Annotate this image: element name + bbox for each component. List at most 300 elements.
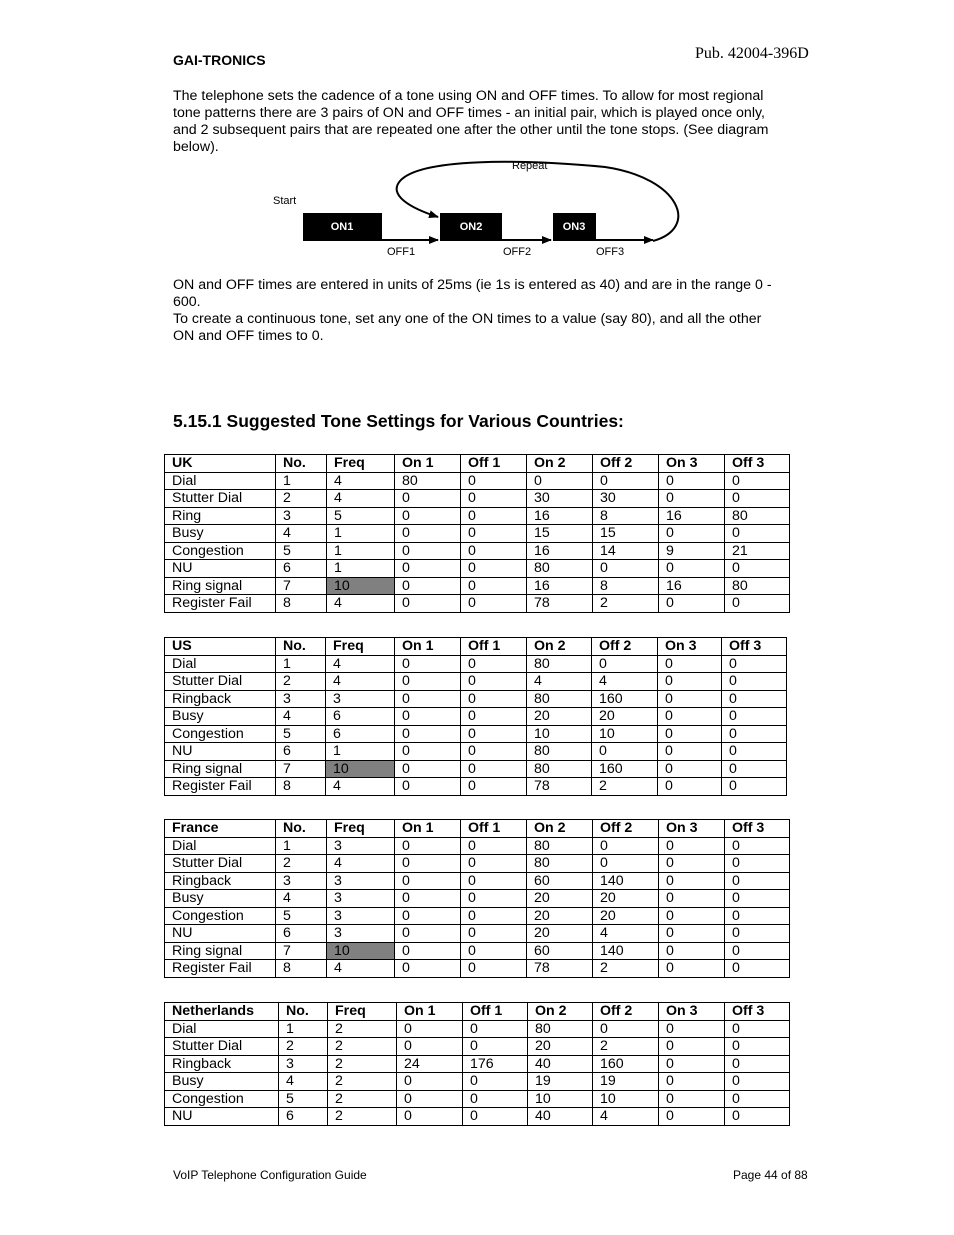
table-cell: 5 [276, 542, 327, 560]
table-cell: 16 [659, 577, 725, 595]
table-cell: 16 [527, 542, 593, 560]
table-cell: 5 [276, 725, 326, 743]
column-header: On 1 [395, 455, 461, 473]
table-cell: 3 [327, 907, 395, 925]
table-cell: 15 [593, 525, 659, 543]
table-row [165, 673, 787, 691]
table-cell: 2 [279, 1038, 328, 1056]
table-cell: 80 [527, 655, 592, 673]
table-cell: 0 [725, 855, 790, 873]
table-cell: 80 [527, 837, 593, 855]
footer-page-number: Page 44 of 88 [733, 1168, 808, 1182]
table-cell: 16 [527, 507, 593, 525]
table-cell: Ringback [165, 690, 276, 708]
table-cell: 160 [593, 1055, 659, 1073]
table-row [165, 725, 787, 743]
table-cell: 14 [593, 542, 659, 560]
table-cell: 4 [593, 1108, 659, 1126]
table-cell: 0 [725, 560, 790, 578]
table-row [165, 890, 790, 908]
table-cell: 0 [395, 507, 461, 525]
table-cell: 0 [722, 778, 787, 796]
table-cell: 20 [527, 890, 593, 908]
table-cell: Ringback [165, 1055, 279, 1073]
table-cell: 0 [397, 1020, 463, 1038]
table-row [165, 855, 790, 873]
table-cell: 0 [461, 490, 527, 508]
table-row [165, 595, 790, 613]
column-header: Off 1 [461, 455, 527, 473]
table-cell: 6 [326, 725, 395, 743]
table-cell: 30 [593, 490, 659, 508]
table-cell: 0 [395, 708, 461, 726]
table-row [165, 1020, 790, 1038]
table-cell: NU [165, 560, 276, 578]
table-cell: Dial [165, 655, 276, 673]
table-cell: 9 [659, 542, 725, 560]
table-cell: 0 [463, 1108, 528, 1126]
column-header: On 1 [395, 638, 461, 656]
table-cell: 0 [395, 960, 461, 978]
start-label: Start [273, 195, 297, 207]
table-cell: 0 [658, 708, 722, 726]
table-cell: 3 [327, 837, 395, 855]
table-cell: 0 [397, 1073, 463, 1091]
table-cell: 0 [395, 778, 461, 796]
table-cell: Stutter Dial [165, 855, 276, 873]
table-cell: 24 [397, 1055, 463, 1073]
table-cell: Stutter Dial [165, 490, 276, 508]
netherlands-tone-table [164, 1002, 790, 1126]
on2-label: ON2 [459, 221, 483, 233]
table-cell: Ring signal [165, 942, 276, 960]
table-cell: 0 [461, 960, 527, 978]
table-cell: 10 [326, 760, 395, 778]
table-cell: 0 [659, 525, 725, 543]
table-cell: 0 [659, 1038, 725, 1056]
table-cell: Ringback [165, 872, 276, 890]
column-header: Off 1 [461, 820, 527, 838]
table-cell: 0 [725, 890, 790, 908]
table-cell: 30 [527, 490, 593, 508]
column-header: Netherlands [165, 1003, 279, 1021]
table-cell: 10 [528, 1090, 593, 1108]
table-cell: 0 [461, 507, 527, 525]
column-header: France [165, 820, 276, 838]
table-cell: 80 [725, 577, 790, 595]
off2-label: OFF2 [503, 246, 532, 258]
table-row [165, 490, 790, 508]
column-header: No. [279, 1003, 328, 1021]
table-cell: 10 [327, 942, 395, 960]
table-cell: 3 [327, 872, 395, 890]
footer-title: VoIP Telephone Configuration Guide [173, 1168, 367, 1182]
table-cell: 8 [276, 778, 326, 796]
table-cell: 3 [276, 872, 327, 890]
table-cell: 10 [593, 1090, 659, 1108]
table-cell: 78 [527, 960, 593, 978]
table-cell: 0 [725, 960, 790, 978]
table-cell: 0 [658, 690, 722, 708]
table-row [165, 1038, 790, 1056]
column-header: On 1 [395, 820, 461, 838]
table-cell: 3 [276, 507, 327, 525]
table-cell: 10 [592, 725, 658, 743]
table-cell: 16 [659, 507, 725, 525]
table-cell: 4 [592, 673, 658, 691]
table-row [165, 1055, 790, 1073]
table-cell: 2 [593, 960, 659, 978]
table-cell: Dial [165, 472, 276, 490]
table-cell: 0 [461, 708, 527, 726]
column-header: Off 1 [463, 1003, 528, 1021]
table-cell: 7 [276, 942, 327, 960]
table-cell: 0 [725, 872, 790, 890]
table-cell: 4 [326, 673, 395, 691]
publication-number: Pub. 42004-396D [695, 45, 809, 62]
column-header: No. [276, 455, 327, 473]
table-cell: 15 [527, 525, 593, 543]
column-header: UK [165, 455, 276, 473]
units-text: ON and OFF times are entered in units of 25ms (ie 1s is entered as 40) and are in the range 0 - 600. [173, 277, 772, 310]
table-cell: 0 [463, 1090, 528, 1108]
table-cell: NU [165, 743, 276, 761]
table-row [165, 778, 787, 796]
column-header: Off 3 [722, 638, 787, 656]
table-cell: 3 [276, 690, 326, 708]
table-cell: 0 [395, 907, 461, 925]
table-cell: 2 [328, 1108, 397, 1126]
table-row [165, 542, 790, 560]
column-header: Freq [327, 820, 395, 838]
table-cell: 0 [659, 1020, 725, 1038]
table-cell: 4 [276, 708, 326, 726]
table-cell: 0 [659, 1073, 725, 1091]
table-row [165, 1090, 790, 1108]
table-cell: 0 [461, 690, 527, 708]
table-cell: 2 [328, 1073, 397, 1091]
table-cell: 4 [327, 490, 395, 508]
continuous-tone-text: To create a continuous tone, set any one of the ON times to a value (say 80), and all the other ON and OFF times to 0. [173, 311, 762, 344]
table-cell: 0 [593, 560, 659, 578]
table-header-row [165, 455, 790, 473]
table-row [165, 690, 787, 708]
table-cell: 0 [463, 1073, 528, 1091]
table-cell: 20 [527, 907, 593, 925]
table-cell: 0 [725, 837, 790, 855]
table-cell: 0 [461, 942, 527, 960]
column-header: On 3 [659, 820, 725, 838]
table-cell: 0 [395, 760, 461, 778]
table-cell: 0 [395, 725, 461, 743]
table-cell: 0 [395, 525, 461, 543]
table-cell: 0 [659, 837, 725, 855]
table-cell: 0 [659, 1108, 725, 1126]
table-cell: Register Fail [165, 595, 276, 613]
table-cell: 160 [592, 690, 658, 708]
table-cell: 0 [725, 1108, 790, 1126]
table-cell: 0 [461, 855, 527, 873]
table-cell: 1 [327, 525, 395, 543]
table-cell: 0 [461, 525, 527, 543]
table-cell: 0 [725, 1055, 790, 1073]
table-header-row [165, 820, 790, 838]
table-cell: 0 [395, 542, 461, 560]
table-row [165, 655, 787, 673]
table-cell: 0 [658, 725, 722, 743]
table-cell: Congestion [165, 907, 276, 925]
table-cell: 0 [461, 743, 527, 761]
table-cell: 0 [725, 595, 790, 613]
table-cell: 6 [326, 708, 395, 726]
table-cell: 0 [659, 855, 725, 873]
column-header: Off 3 [725, 1003, 790, 1021]
table-cell: Dial [165, 837, 276, 855]
intro-text: The telephone sets the cadence of a tone using ON and OFF times. To allow for most regional tone patterns there are 3 pairs of ON and OFF times - an initial pair, which is played once only, and 2 subsequent pairs that are repeated one after the other until the tone stops. (See diagram below). [173, 88, 769, 155]
table-row [165, 872, 790, 890]
table-cell: 60 [527, 942, 593, 960]
table-cell: 0 [659, 595, 725, 613]
table-cell: 40 [528, 1108, 593, 1126]
table-cell: 0 [593, 472, 659, 490]
us-tone-table [164, 637, 787, 796]
table-cell: 0 [397, 1090, 463, 1108]
table-cell: 0 [659, 472, 725, 490]
column-header: Off 2 [593, 820, 659, 838]
repeat-label: Repeat [512, 160, 548, 172]
table-cell: 0 [659, 1090, 725, 1108]
table-cell: 0 [397, 1038, 463, 1056]
table-cell: 80 [527, 855, 593, 873]
table-header-row [165, 638, 787, 656]
table-row [165, 837, 790, 855]
column-header: Freq [327, 455, 395, 473]
table-cell: 0 [722, 690, 787, 708]
table-cell: 160 [592, 760, 658, 778]
table-cell: 1 [279, 1020, 328, 1038]
table-cell: 80 [527, 560, 593, 578]
table-cell: 0 [725, 1090, 790, 1108]
table-cell: 0 [659, 490, 725, 508]
table-cell: 0 [461, 907, 527, 925]
table-cell: Stutter Dial [165, 673, 276, 691]
table-cell: 6 [276, 743, 326, 761]
table-cell: 3 [279, 1055, 328, 1073]
table-cell: Dial [165, 1020, 279, 1038]
table-cell: 2 [592, 778, 658, 796]
table-cell: 4 [276, 525, 327, 543]
table-cell: 20 [593, 907, 659, 925]
table-cell: 0 [725, 942, 790, 960]
table-cell: 3 [326, 690, 395, 708]
table-cell: 1 [276, 837, 327, 855]
table-cell: 5 [327, 507, 395, 525]
table-cell: 140 [593, 872, 659, 890]
table-cell: 1 [327, 542, 395, 560]
table-cell: NU [165, 1108, 279, 1126]
table-cell: 0 [461, 890, 527, 908]
table-cell: 80 [527, 743, 592, 761]
table-row [165, 743, 787, 761]
table-cell: 0 [722, 743, 787, 761]
table-cell: 0 [659, 907, 725, 925]
table-cell: 0 [395, 655, 461, 673]
table-cell: 0 [659, 1055, 725, 1073]
table-cell: 1 [326, 743, 395, 761]
table-cell: 1 [276, 655, 326, 673]
table-cell: 5 [279, 1090, 328, 1108]
table-cell: 0 [395, 577, 461, 595]
table-row [165, 760, 787, 778]
table-cell: 4 [276, 890, 327, 908]
table-cell: 0 [659, 960, 725, 978]
table-cell: 0 [722, 708, 787, 726]
table-cell: 0 [461, 837, 527, 855]
table-cell: 0 [395, 673, 461, 691]
table-cell: 0 [658, 673, 722, 691]
column-header: On 2 [527, 455, 593, 473]
table-cell: 4 [279, 1073, 328, 1091]
off3-label: OFF3 [596, 246, 625, 258]
column-header: Freq [328, 1003, 397, 1021]
table-row [165, 1073, 790, 1091]
table-cell: 0 [463, 1038, 528, 1056]
table-cell: 8 [276, 595, 327, 613]
table-cell: 0 [593, 1020, 659, 1038]
table-cell: 0 [461, 925, 527, 943]
table-cell: 176 [463, 1055, 528, 1073]
table-cell: 6 [279, 1108, 328, 1126]
table-cell: 78 [527, 595, 593, 613]
table-cell: 0 [659, 925, 725, 943]
column-header: Off 2 [593, 455, 659, 473]
table-cell: 0 [397, 1108, 463, 1126]
table-cell: Ring [165, 507, 276, 525]
table-cell: 4 [326, 655, 395, 673]
table-cell: 0 [463, 1020, 528, 1038]
table-cell: 8 [593, 577, 659, 595]
france-tone-table [164, 819, 790, 978]
table-cell: 7 [276, 577, 327, 595]
column-header: Off 1 [461, 638, 527, 656]
table-cell: 10 [327, 577, 395, 595]
table-cell: 80 [527, 690, 592, 708]
table-cell: 0 [395, 872, 461, 890]
table-cell: Stutter Dial [165, 1038, 279, 1056]
intro-paragraph [173, 88, 783, 156]
table-cell: 0 [395, 942, 461, 960]
units-paragraph [173, 277, 783, 345]
table-cell: 80 [528, 1020, 593, 1038]
table-cell: 0 [658, 760, 722, 778]
table-cell: 0 [722, 655, 787, 673]
table-cell: 4 [327, 472, 395, 490]
table-cell: 5 [276, 907, 327, 925]
repeat-loop-arrow [397, 162, 679, 241]
table-cell: 4 [327, 855, 395, 873]
table-cell: 0 [593, 837, 659, 855]
on3-label: ON3 [562, 221, 586, 233]
table-cell: 0 [461, 778, 527, 796]
table-cell: 0 [592, 743, 658, 761]
table-cell: NU [165, 925, 276, 943]
table-cell: 0 [725, 1038, 790, 1056]
table-cell: Register Fail [165, 778, 276, 796]
column-header: On 1 [397, 1003, 463, 1021]
table-cell: 3 [327, 890, 395, 908]
table-cell: 20 [527, 708, 592, 726]
cadence-diagram [260, 153, 700, 263]
table-cell: 4 [527, 673, 592, 691]
table-cell: 0 [395, 743, 461, 761]
table-cell: 0 [722, 673, 787, 691]
column-header: Off 3 [725, 820, 790, 838]
table-cell: 0 [725, 1073, 790, 1091]
table-cell: 80 [725, 507, 790, 525]
table-row [165, 925, 790, 943]
uk-tone-table [164, 454, 790, 613]
table-cell: 78 [527, 778, 592, 796]
table-cell: 80 [395, 472, 461, 490]
table-cell: 140 [593, 942, 659, 960]
table-cell: 0 [461, 595, 527, 613]
table-cell: 0 [461, 725, 527, 743]
table-cell: 2 [328, 1055, 397, 1073]
table-cell: 20 [593, 890, 659, 908]
table-cell: 0 [461, 560, 527, 578]
table-cell: Ring signal [165, 760, 276, 778]
table-cell: 19 [593, 1073, 659, 1091]
table-cell: 0 [722, 725, 787, 743]
table-cell: 0 [527, 472, 593, 490]
company-name: GAI-TRONICS [173, 52, 266, 68]
table-cell: 2 [276, 855, 327, 873]
table-cell: 0 [725, 1020, 790, 1038]
table-cell: 2 [593, 595, 659, 613]
column-header: Off 3 [725, 455, 790, 473]
table-cell: 0 [461, 577, 527, 595]
table-cell: 0 [725, 525, 790, 543]
table-cell: 0 [395, 837, 461, 855]
column-header: Freq [326, 638, 395, 656]
table-cell: 0 [395, 595, 461, 613]
table-cell: 0 [461, 472, 527, 490]
table-cell: 0 [659, 890, 725, 908]
column-header: On 3 [659, 1003, 725, 1021]
table-cell: 10 [527, 725, 592, 743]
table-row [165, 577, 790, 595]
off1-label: OFF1 [387, 246, 416, 258]
table-cell: Busy [165, 708, 276, 726]
table-cell: 0 [592, 655, 658, 673]
table-cell: 2 [328, 1090, 397, 1108]
column-header: Off 2 [593, 1003, 659, 1021]
table-cell: 6 [276, 925, 327, 943]
table-cell: 0 [722, 760, 787, 778]
table-row [165, 960, 790, 978]
table-cell: 0 [395, 490, 461, 508]
table-cell: 0 [461, 872, 527, 890]
table-cell: Ring signal [165, 577, 276, 595]
table-cell: Register Fail [165, 960, 276, 978]
table-row [165, 942, 790, 960]
table-cell: Busy [165, 1073, 279, 1091]
column-header: US [165, 638, 276, 656]
table-cell: 3 [327, 925, 395, 943]
table-cell: 0 [658, 778, 722, 796]
column-header: Off 2 [592, 638, 658, 656]
table-row [165, 507, 790, 525]
